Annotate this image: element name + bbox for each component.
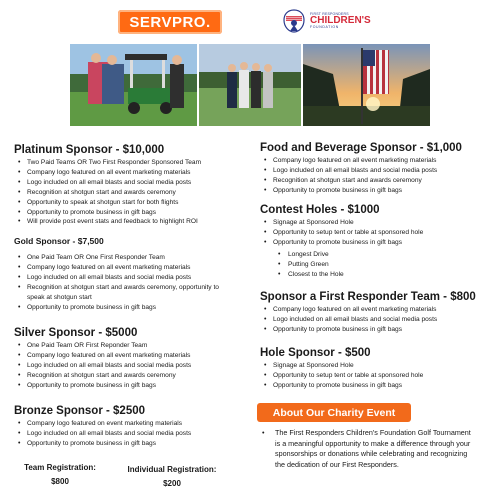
golfers-group-photo bbox=[199, 44, 301, 126]
about-event-paragraph: • The First Responders Children's Foundation Golf Tournament is a meaningful opportunity to make a difference through your sponsorships or donations while celebrating and recognizing the dedication of our First Responders. bbox=[275, 428, 471, 469]
first-responder-team-title: Sponsor a First Responder Team - $800 bbox=[260, 291, 476, 303]
gold-list bbox=[14, 253, 242, 312]
list-item: • Company logo featured on all event marketing materials bbox=[260, 156, 437, 166]
about-event-heading bbox=[257, 403, 411, 422]
golf-cart-photo bbox=[70, 44, 197, 126]
list-item: • Closest to the Hole bbox=[260, 270, 344, 280]
contest-types-list bbox=[260, 250, 344, 280]
list-item: • Opportunity to promote business in gift bags bbox=[260, 186, 437, 196]
list-item: • Two Paid Teams OR Two First Responder Sponsored Team bbox=[14, 158, 201, 168]
foundation-emblem-icon bbox=[282, 8, 306, 34]
list-item: • Opportunity to promote business in gift bags bbox=[260, 381, 423, 391]
list-item: • Opportunity to speak at shotgun start for both flights bbox=[14, 198, 201, 208]
silver-list bbox=[14, 341, 191, 391]
list-item: • Logo included on all email blasts and social media posts bbox=[14, 273, 242, 283]
list-item: • Company logo featured on all event marketing materials bbox=[14, 263, 242, 273]
list-item: • Opportunity to promote business in gift bags bbox=[14, 439, 191, 449]
foundation-line3: FOUNDATION bbox=[310, 25, 339, 29]
list-item: • Logo included on all email blasts and social media posts bbox=[14, 178, 201, 188]
platinum-title: Platinum Sponsor - $10,000 bbox=[14, 144, 165, 156]
about-event-text bbox=[262, 428, 472, 470]
servpro-logo bbox=[118, 10, 222, 34]
list-item: • Opportunity to promote business in gift bags bbox=[14, 303, 242, 313]
foundation-line2: CHILDREN'S bbox=[310, 15, 371, 26]
bronze-title: Bronze Sponsor - $2500 bbox=[14, 405, 146, 417]
list-item: • Logo included on all email blasts and social media posts bbox=[14, 429, 191, 439]
first-responder-team-list bbox=[260, 305, 437, 335]
team-registration-label: Team Registration: bbox=[24, 463, 96, 472]
list-item: • Logo included on all email blasts and social media posts bbox=[260, 166, 437, 176]
list-item: • Opportunity to promote business in gift bags bbox=[14, 381, 191, 391]
list-item: • One Paid Team OR First Reponder Team bbox=[14, 341, 191, 351]
list-item: • Signage at Sponsored Hole bbox=[260, 361, 423, 371]
individual-registration-label: Individual Registration: bbox=[127, 465, 217, 474]
list-item: • Recognition at shotgun start and awards ceremony bbox=[14, 371, 191, 381]
list-item: • Longest Drive bbox=[260, 250, 344, 260]
list-item: • Logo included on all email blasts and social media posts bbox=[260, 315, 437, 325]
list-item: • Opportunity to promote business in gift bags bbox=[14, 208, 201, 218]
flag-sunset-photo bbox=[303, 44, 430, 126]
food-beverage-title: Food and Beverage Sponsor - $1,000 bbox=[260, 142, 462, 154]
foundation-line1: FIRST RESPONDERS bbox=[310, 11, 349, 16]
list-item: • Company logo featured on event marketing materials bbox=[14, 419, 191, 429]
list-item: • Opportunity to setup tent or table at sponsored hole bbox=[260, 228, 423, 238]
list-item: • Company logo featured on all event marketing materials bbox=[14, 351, 191, 361]
list-item: • Opportunity to promote business in gift bags bbox=[260, 325, 437, 335]
servpro-logo-text: SERVPRO. bbox=[129, 13, 211, 31]
list-item: • Company logo featured on all event marketing materials bbox=[260, 305, 437, 315]
bronze-list bbox=[14, 419, 191, 449]
individual-registration bbox=[116, 463, 228, 491]
silver-title: Silver Sponsor - $5000 bbox=[14, 327, 138, 339]
hole-sponsor-title: Hole Sponsor - $500 bbox=[260, 347, 371, 359]
list-item: • One Paid Team OR One First Responder Team bbox=[14, 253, 242, 263]
list-item: • Recognition at shotgun start and awards ceremony bbox=[14, 188, 201, 198]
platinum-list bbox=[14, 158, 201, 227]
list-item: • Signage at Sponsored Hole bbox=[260, 218, 423, 228]
list-item: • Company logo featured on all event marketing materials bbox=[14, 168, 201, 178]
individual-registration-price: $200 bbox=[163, 479, 181, 488]
about-event-heading-text: About Our Charity Event bbox=[272, 406, 396, 419]
team-registration-price: $800 bbox=[51, 477, 69, 486]
food-beverage-list bbox=[260, 156, 437, 196]
team-registration bbox=[14, 461, 106, 489]
list-item: • Will provide post event stats and feedback to highlight ROI bbox=[14, 217, 201, 227]
contest-holes-title: Contest Holes - $1000 bbox=[260, 204, 380, 216]
contest-holes-list bbox=[260, 218, 423, 248]
foundation-logo bbox=[282, 8, 371, 34]
list-item: • Opportunity to promote business in gift bags bbox=[260, 238, 423, 248]
list-item: • Recognition at shotgun start and awards ceremony bbox=[260, 176, 437, 186]
list-item: • Putting Green bbox=[260, 260, 344, 270]
list-item: • Opportunity to setup tent or table at sponsored hole bbox=[260, 371, 423, 381]
list-item: • Logo included on all email blasts and social media posts bbox=[14, 361, 191, 371]
hole-sponsor-list bbox=[260, 361, 423, 391]
list-item: • Recognition at shotgun start and awards ceremony, opportunity to speak at shotgun start bbox=[14, 283, 227, 303]
gold-title: Gold Sponsor - $7,500 bbox=[14, 236, 104, 246]
